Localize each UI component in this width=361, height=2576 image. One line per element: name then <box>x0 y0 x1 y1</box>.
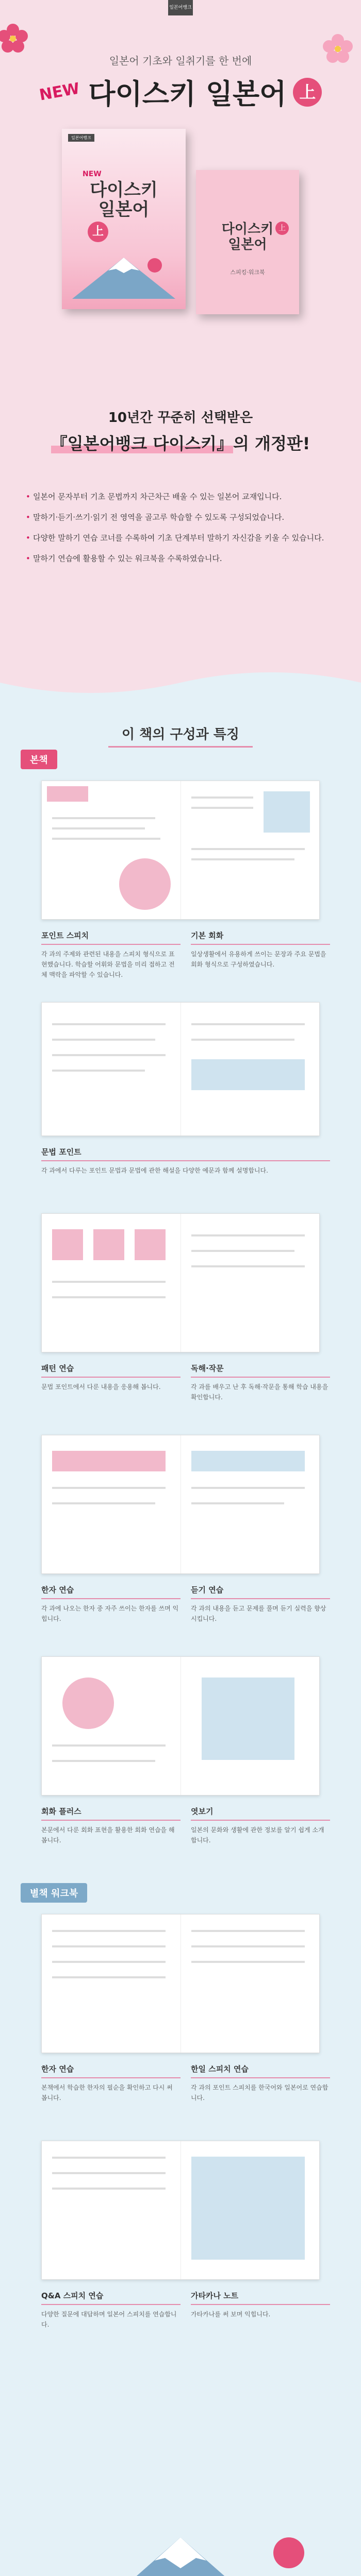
caption-desc: 문법 포인트에서 다룬 내용을 응용해 봅니다. <box>41 1383 161 1391</box>
feature-bullet: • 다양한 말하기 연습 코너를 수록하여 기초 단계부터 말하기 자신감을 키울 수 있습니다. <box>26 531 335 545</box>
headline-highlight: 『일본어뱅크 다이스키』 <box>51 434 233 453</box>
structure-section <box>0 703 361 2576</box>
caption-desc: 각 과에 나오는 한자 중 자주 쓰이는 한자를 쓰며 익힙니다. <box>41 1605 179 1622</box>
caption-desc: 다양한 질문에 대답하며 일본어 스피치를 연습합니다. <box>41 2311 177 2328</box>
feature-caption <box>41 2290 180 2330</box>
feature-bullet: • 말하기 연습에 활용할 수 있는 워크북을 수록하였습니다. <box>26 551 335 566</box>
volume-badge: 上 <box>293 78 322 107</box>
book-cover-workbook <box>196 170 299 314</box>
title-underline <box>108 746 253 748</box>
caption-desc: 각 과에서 다루는 포인트 문법과 문법에 관한 해설을 다양한 예문과 함께 설명합니다. <box>41 1167 268 1174</box>
caption-desc: 가타카나를 써 보며 익힙니다. <box>191 2311 271 2318</box>
sample-spread <box>41 1213 320 1352</box>
feature-caption <box>191 2063 330 2103</box>
sample-spread <box>41 1656 320 1795</box>
caption-title: 독해·작문 <box>191 1364 224 1373</box>
book-subtitle: 스피킹·워크북 <box>230 269 265 276</box>
hero-section <box>0 0 361 703</box>
sample-page-right <box>180 781 319 919</box>
feature-caption <box>191 1584 330 1624</box>
headline-secondary <box>0 431 361 454</box>
mount-fuji-illustration <box>72 252 175 299</box>
book-title: 다이스키 일본어 <box>221 222 274 252</box>
caption-desc: 각 과의 주제와 관련된 내용을 스피치 형식으로 표현했습니다. 학습할 어휘와 문법을 미리 접하고 전체 맥락을 파악할 수 있습니다. <box>41 951 175 978</box>
caption-desc: 일상생활에서 유용하게 쓰이는 문장과 주요 문법을 회화 형식으로 구성하였습니다. <box>191 951 326 968</box>
feature-caption <box>41 1146 330 1176</box>
caption-desc: 각 과의 포인트 스피치를 한국어와 일본어로 연습합니다. <box>191 2084 329 2102</box>
mountains-illustration <box>0 2496 361 2576</box>
feature-caption <box>41 1584 180 1624</box>
feature-caption <box>41 1806 180 1845</box>
feature-caption <box>41 930 180 980</box>
main-book-tag: 본책 <box>21 750 57 769</box>
book-volume-badge: 上 <box>88 222 108 242</box>
feature-caption <box>41 1363 180 1392</box>
book-title: 다이스키 일본어 <box>90 180 158 220</box>
sample-spread <box>41 1002 320 1136</box>
hero-title: 다이스키 일본어 <box>88 78 287 110</box>
sample-spread <box>41 2141 320 2280</box>
feature-caption <box>191 930 330 970</box>
caption-title: 한자 연습 <box>41 1585 74 1595</box>
sample-spread <box>41 1435 320 1574</box>
workbook-tag: 별책 워크북 <box>21 1883 87 1903</box>
book-brand: 일본어뱅크 <box>68 134 94 142</box>
structure-title-text: 이 책의 구성과 특징 <box>121 727 240 742</box>
feature-caption <box>41 2063 180 2103</box>
feature-caption <box>191 1363 330 1402</box>
book-volume-badge: 上 <box>275 222 289 235</box>
caption-title: 기본 회화 <box>191 931 224 940</box>
feature-bullets <box>26 489 335 572</box>
book-cover-main <box>62 129 186 309</box>
caption-desc: 본문에서 다룬 회화 표현을 활용한 회화 연습을 해 봅니다. <box>41 1826 175 1844</box>
caption-desc: 각 과의 내용을 듣고 문제를 풀며 듣기 실력을 향상시킵니다. <box>191 1605 326 1622</box>
caption-title: 문법 포인트 <box>41 1147 81 1157</box>
feature-bullet: • 말하기·듣기·쓰기·읽기 전 영역을 골고루 학습할 수 있도록 구성되었습니다. <box>26 510 335 524</box>
caption-title: 엿보기 <box>191 1807 214 1816</box>
caption-title: 패턴 연습 <box>41 1364 74 1373</box>
feature-caption <box>191 2290 330 2319</box>
new-badge: NEW <box>38 79 81 105</box>
headline-primary: 10년간 꾸준히 선택받은 <box>108 410 253 426</box>
caption-desc: 일본의 문화와 생활에 관한 정보를 알기 쉽게 소개합니다. <box>191 1826 324 1844</box>
sample-page-left <box>42 781 180 919</box>
structure-title <box>0 724 361 748</box>
caption-title: 한일 스피치 연습 <box>191 2064 249 2074</box>
headline-suffix: 의 개정판! <box>233 434 310 453</box>
caption-title: 한자 연습 <box>41 2064 74 2074</box>
cherry-blossom-icon <box>0 21 31 57</box>
sample-spread <box>41 1914 320 2053</box>
feature-bullet: • 일본어 문자부터 기초 문법까지 차근차근 배울 수 있는 일본어 교재입니다. <box>26 489 335 504</box>
caption-desc: 각 과를 배우고 난 후 독해·작문을 통해 학습 내용을 확인합니다. <box>191 1383 329 1401</box>
caption-title: 회화 플러스 <box>41 1807 81 1816</box>
book-new-badge: NEW <box>83 170 102 178</box>
caption-title: 포인트 스피치 <box>41 931 89 940</box>
brand-label: 일본어뱅크 <box>168 0 193 15</box>
caption-title: 듣기 연습 <box>191 1585 224 1595</box>
caption-title: Q&A 스피치 연습 <box>41 2291 104 2300</box>
feature-caption <box>191 1806 330 1845</box>
caption-title: 가타카나 노트 <box>191 2291 239 2300</box>
hero-subtitle: 일본어 기초와 일취기를 한 번에 <box>109 55 252 67</box>
hero-wave-divider <box>0 662 361 703</box>
hero-title-block <box>0 72 361 112</box>
sample-spread <box>41 781 320 920</box>
caption-desc: 본책에서 학습한 한자의 필순을 확인하고 다시 써 봅니다. <box>41 2084 173 2102</box>
